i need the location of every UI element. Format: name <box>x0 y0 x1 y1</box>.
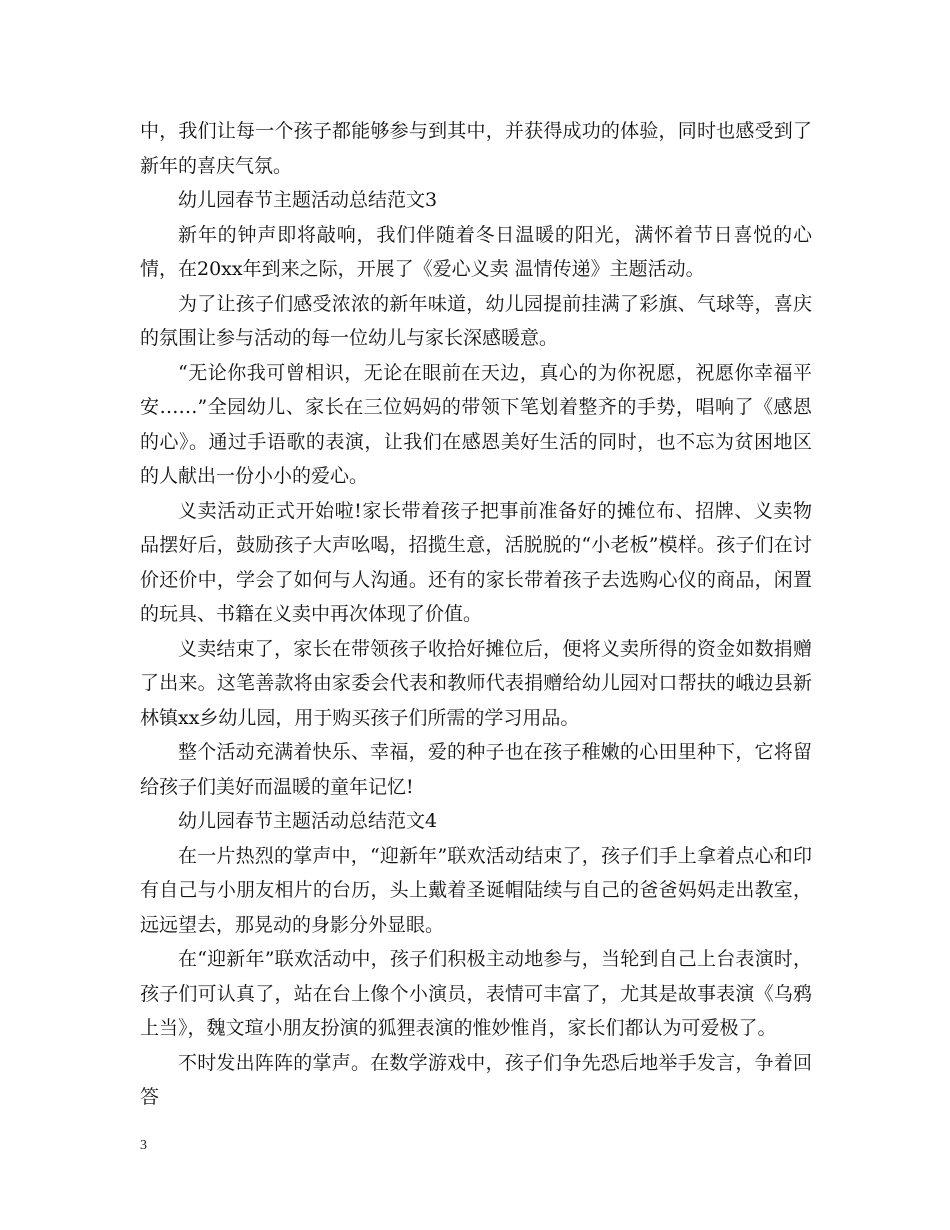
page-number: 3 <box>140 1138 147 1153</box>
paragraph: 不时发出阵阵的掌声。在数学游戏中，孩子们争先恐后地举手发言，争着回答 <box>140 1051 812 1108</box>
paragraph: 在“迎新年”联欢活动中，孩子们积极主动地参与，当轮到自己上台表演时，孩子们可认真了，站在台上像个小演员，表情可丰富了，尤其是故事表演《乌鸦上当》，魏文瑄小朋友扮演的狐狸表演的惟妙惟肖，家长们都认为可爱极了。 <box>140 948 812 1039</box>
section-heading-3: 幼儿园春节主题活动总结范文3 <box>178 189 438 211</box>
paragraph: 义卖结束了，家长在带领孩子收拾好摊位后，便将义卖所得的资金如数捐赠了出来。这笔善款将由家委会代表和教师代表捐赠给幼儿园对口帮扶的峨边县新林镇xx乡幼儿园，用于购买孩子们所需的学习用品。 <box>140 637 812 729</box>
paragraph: 为了让孩子们感受浓浓的新年味道，幼儿园提前挂满了彩旗、气球等，喜庆的氛围让参与活动的每一位幼儿与家长深感暖意。 <box>140 292 812 349</box>
paragraph-continuation: 中，我们让每一个孩子都能够参与到其中，并获得成功的体验，同时也感受到了新年的喜庆气氛。 <box>140 120 812 177</box>
paragraph: 新年的钟声即将敲响，我们伴随着冬日温暖的阳光，满怀着节日喜悦的心情，在20xx年到来之际，开展了《爱心义卖 温情传递》主题活动。 <box>140 223 812 280</box>
section-heading-4: 幼儿园春节主题活动总结范文4 <box>178 810 438 832</box>
paragraph: “无论你我可曾相识，无论在眼前在天边，真心的为你祝愿，祝愿你幸福平安……”全园幼儿、家长在三位妈妈的带领下笔划着整齐的手势，唱响了《感恩的心》。通过手语歌的表演，让我们在感恩美好生活的同时，也不忘为贫困地区的人献出一份小小的爱心。 <box>140 361 812 487</box>
paragraph: 在一片热烈的掌声中，“迎新年”联欢活动结束了，孩子们手上拿着点心和印有自己与小朋友相片的台历，头上戴着圣诞帽陆续与自己的爸爸妈妈走出教室，远远望去，那晃动的身影分外显眼。 <box>140 844 812 936</box>
paragraph: 义卖活动正式开始啦!家长带着孩子把事前准备好的摊位布、招牌、义卖物品摆好后，鼓励孩子大声吆喝，招揽生意，活脱脱的“小老板”模样。孩子们在讨价还价中，学会了如何与人沟通。还有的家长带着孩子去选购心仪的商品，闲置的玩具、书籍在义卖中再次体现了价值。 <box>140 499 812 625</box>
document-body <box>140 114 812 1115</box>
paragraph: 整个活动充满着快乐、幸福，爱的种子也在孩子稚嫩的心田里种下，它将留给孩子们美好而温暖的童年记忆! <box>140 741 812 798</box>
